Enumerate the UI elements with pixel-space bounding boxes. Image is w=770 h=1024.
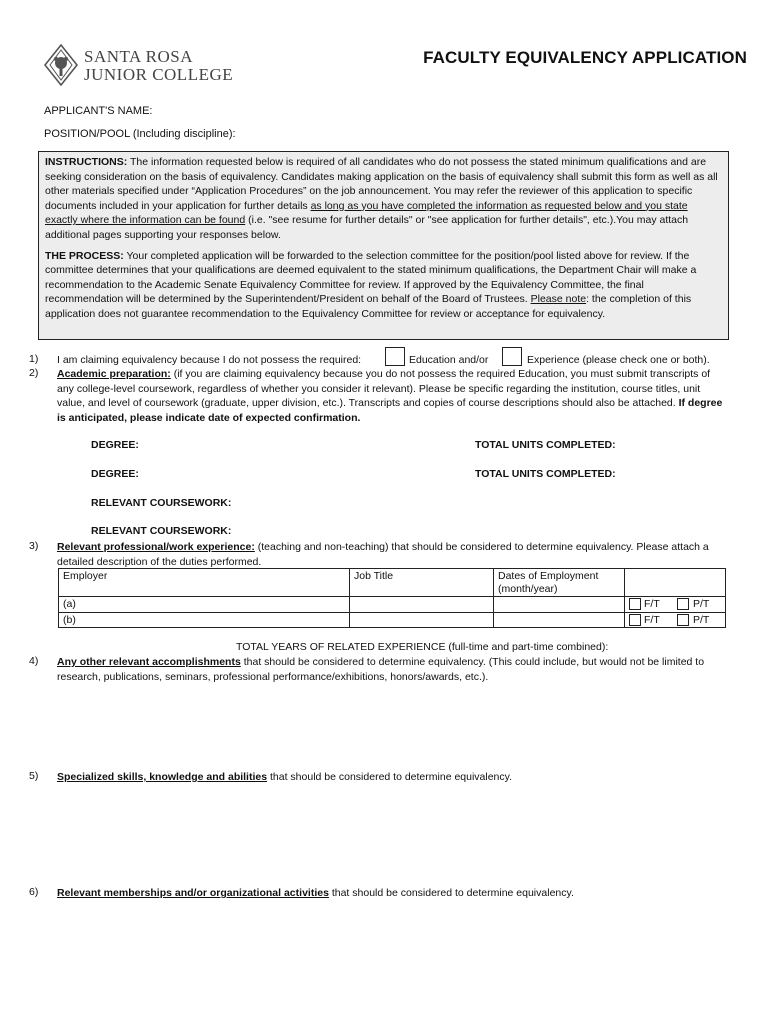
item4-heading: Any other relevant accomplishments <box>57 656 241 668</box>
process-paragraph: THE PROCESS: Your completed application will be forwarded to the selection committee for the position/pool listed above for review. If the committee determines that your qualifications are deemed equivalent to the stated minimum qualifications, the Department Chair will make a recommendation to the Academic Senate Equivalency Committee for review. If approved by the Equivalency Committee, the final recommendation will be determined by the Superintendent/President on behalf of the Board of Trustees. Please note: the completion of this application does not guarantee recommendation to the Equivalency Committee for review or acceptance for equivalency. <box>45 249 697 320</box>
employer-cell-b[interactable]: (b) <box>59 612 350 628</box>
units-label-1: TOTAL UNITS COMPLETED: <box>475 439 616 451</box>
employment-table <box>58 568 726 628</box>
education-checkbox[interactable] <box>385 347 405 366</box>
job-title-header: Job Title <box>350 569 494 597</box>
coursework-label-1: RELEVANT COURSEWORK: <box>91 497 232 509</box>
degree-label-1: DEGREE: <box>91 439 139 451</box>
pt-checkbox-b[interactable] <box>677 614 689 626</box>
dates-cell-b[interactable] <box>494 612 625 628</box>
instructions-box <box>38 151 729 340</box>
logo-line1: SANTA ROSA <box>84 47 193 66</box>
item5-number: 5) <box>29 770 39 782</box>
item6-number: 6) <box>29 886 39 898</box>
type-cell-b: F/T P/T <box>625 612 726 628</box>
job-title-cell-b[interactable] <box>350 612 494 628</box>
item1-number: 1) <box>29 353 39 365</box>
logo-line2: JUNIOR COLLEGE <box>84 65 234 84</box>
item5-text: Specialized skills, knowledge and abilities that should be considered to determine equivalency. <box>57 771 513 783</box>
education-label: Education and/or <box>409 354 489 366</box>
item4-text: Any other relevant accomplishments that should be considered to determine equivalency. (This could include, but would not be limited to research, publications, seminars, professional performance/exhibitions, honors/awards, etc.). <box>57 656 705 683</box>
instructions-paragraph: INSTRUCTIONS: The information requested below is required of all candidates who do not possess the stated minimum qualifications and are seeking consideration on the basis of equivalency. Candidates making application on the basis of equivalency shall submit this form as well as all other materials specified under “Application Procedures” on the job announcement. You may refer the reviewer of this application to specific documents included in your application for further details as long as you have completed the information as requested below and you state exactly where the information can be found (i.e. "see resume for further details" or "see application for further details", etc.).You may attach additional pages supporting your responses below. <box>45 156 718 241</box>
process-heading: THE PROCESS: <box>45 249 124 262</box>
item4-number: 4) <box>29 655 39 667</box>
units-label-2: TOTAL UNITS COMPLETED: <box>475 468 616 480</box>
item2-number: 2) <box>29 367 39 379</box>
job-title-cell-a[interactable] <box>350 597 494 613</box>
item1-text: I am claiming equivalency because I do not possess the required: <box>57 354 362 366</box>
applicant-name-label: APPLICANT'S NAME: <box>44 105 153 117</box>
item6-heading: Relevant memberships and/or organizational activities <box>57 887 329 899</box>
ft-checkbox-b[interactable] <box>629 614 641 626</box>
item5-heading: Specialized skills, knowledge and abilities <box>57 771 268 783</box>
instructions-heading: INSTRUCTIONS: <box>45 156 128 168</box>
position-pool-label: POSITION/POOL (Including discipline): <box>44 128 236 140</box>
dates-cell-a[interactable] <box>494 597 625 613</box>
pt-checkbox-a[interactable] <box>677 598 689 610</box>
college-logo <box>44 44 244 88</box>
item3-heading: Relevant professional/work experience: <box>57 541 255 553</box>
coursework-label-2: RELEVANT COURSEWORK: <box>91 525 232 537</box>
table-row <box>59 597 726 613</box>
item2-heading: Academic preparation: <box>57 368 171 380</box>
experience-checkbox[interactable] <box>502 347 522 366</box>
experience-label: Experience (please check one or both). <box>527 354 710 366</box>
item6-text: Relevant memberships and/or organizational activities that should be considered to determine equivalency. <box>57 887 574 899</box>
table-header-row <box>59 569 726 597</box>
college-emblem-icon <box>44 44 78 86</box>
employer-header: Employer <box>59 569 350 597</box>
degree-label-2: DEGREE: <box>91 468 139 480</box>
item3-number: 3) <box>29 540 39 552</box>
type-header <box>625 569 726 597</box>
item3-text: Relevant professional/work experience: (teaching and non-teaching) that should be considered to determine equivalency. Please attach a detailed description of the duties performed. <box>57 541 709 568</box>
ft-checkbox-a[interactable] <box>629 598 641 610</box>
type-cell-a: F/T P/T <box>625 597 726 613</box>
table-row <box>59 612 726 628</box>
item2-text: Academic preparation: (if you are claiming equivalency because you do not possess the required Education, you must submit transcripts of any college-level coursework, regardless of whether you consider it relevant). Please be specific regarding the institution, course titles, unit value, and level of coursework (graduate, upper division, etc.). Transcripts and copies of course descriptions should also be attached. If degree is anticipated, please indicate date of expected confirmation. <box>57 368 723 424</box>
document-title: FACULTY EQUIVALENCY APPLICATION <box>423 48 747 67</box>
total-years-label: TOTAL YEARS OF RELATED EXPERIENCE (full-time and part-time combined): <box>236 641 609 653</box>
employer-cell-a[interactable]: (a) <box>59 597 350 613</box>
dates-header: Dates of Employment (month/year) <box>494 569 625 597</box>
